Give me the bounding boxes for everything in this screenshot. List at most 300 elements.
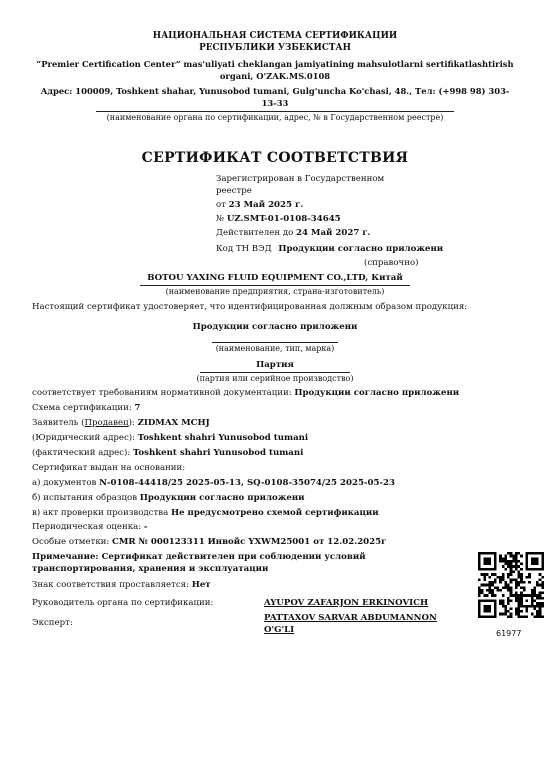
qr-module — [486, 610, 489, 613]
qr-module — [494, 573, 497, 576]
qr-module — [510, 552, 513, 555]
qr-module — [507, 565, 510, 568]
code-label: Код ТН ВЭД — [216, 244, 272, 254]
qr-module — [486, 615, 489, 618]
qr-module — [518, 597, 521, 600]
qr-module — [489, 576, 492, 579]
qr-module — [526, 605, 529, 608]
qr-module — [510, 607, 513, 610]
qr-module — [478, 594, 481, 597]
qr-module — [539, 607, 542, 610]
qr-module — [494, 578, 497, 581]
qr-module — [531, 568, 534, 571]
qr-module — [510, 565, 513, 568]
qr-module — [520, 610, 523, 613]
qr-module — [494, 594, 497, 597]
qr-module — [481, 552, 484, 555]
manufacturer-rule — [140, 285, 410, 286]
qr-module — [478, 563, 481, 566]
qr-module — [533, 605, 536, 608]
qr-module — [523, 615, 526, 618]
qr-module — [483, 584, 486, 587]
qr-module — [496, 589, 499, 592]
head-signature-label: Руководитель органа по сертификации: — [32, 598, 214, 608]
qr-module — [507, 560, 510, 563]
qr-module — [531, 605, 534, 608]
qr-module — [533, 589, 536, 592]
qr-module — [533, 607, 536, 610]
documents-value: N-0108-44418/25 2025-05-13, SQ-0108-35074/25 2025-05-23 — [99, 478, 395, 488]
qr-module — [507, 589, 510, 592]
qr-module — [541, 555, 544, 558]
qr-module — [515, 613, 518, 616]
qr-module — [536, 594, 539, 597]
qr-module — [478, 607, 481, 610]
periodic-value: - — [143, 522, 148, 532]
qr-module — [483, 615, 486, 618]
qr-module — [528, 581, 531, 584]
expert-line-2: O'G'LI — [264, 625, 295, 635]
qr-module — [539, 605, 542, 608]
qr-module — [512, 560, 515, 563]
qr-module — [510, 555, 513, 558]
qr-module — [536, 610, 539, 613]
qr-module — [504, 613, 507, 616]
qr-module — [489, 615, 492, 618]
qr-module — [515, 594, 518, 597]
inspection-label: в) акт проверки производства — [32, 508, 169, 518]
qr-module — [491, 581, 494, 584]
qr-module — [481, 592, 484, 595]
code-note: (справочно) — [364, 258, 419, 268]
conformity-value: Продукции согласно приложени — [294, 388, 460, 398]
special-marks-value: CMR № 000123311 Инвойс YXWM25001 от 12.02.2025г — [112, 537, 387, 547]
qr-module — [526, 563, 529, 566]
qr-module — [536, 605, 539, 608]
qr-module — [515, 557, 518, 560]
header-caption: (наименование органа по сертификации, адрес, № в Государственном реестре) — [106, 113, 444, 122]
qr-module — [531, 597, 534, 600]
qr-module — [483, 607, 486, 610]
qr-module — [481, 568, 484, 571]
qr-module — [502, 576, 505, 579]
qr-module — [523, 586, 526, 589]
qr-module — [531, 557, 534, 560]
qr-module — [491, 592, 494, 595]
qr-module — [494, 565, 497, 568]
qr-module — [504, 610, 507, 613]
qr-module — [502, 560, 505, 563]
qr-module — [483, 578, 486, 581]
qr-module — [541, 563, 544, 566]
registry-line-2: реестре — [216, 186, 252, 196]
tests-label: б) испытания образцов — [32, 493, 138, 503]
qr-module — [481, 600, 484, 603]
qr-module — [504, 555, 507, 558]
qr-module — [499, 578, 502, 581]
actual-address-label: (фактический адрес): — [32, 448, 131, 458]
qr-module — [539, 592, 542, 595]
qr-module — [536, 597, 539, 600]
qr-module — [502, 602, 505, 605]
qr-module — [541, 568, 544, 571]
qr-module — [494, 600, 497, 603]
qr-module — [499, 560, 502, 563]
qr-module — [518, 560, 521, 563]
qr-module — [502, 573, 505, 576]
qr-module — [507, 563, 510, 566]
qr-module — [520, 568, 523, 571]
qr-module — [533, 557, 536, 560]
qr-module — [504, 568, 507, 571]
qr-module — [526, 576, 529, 579]
qr-module — [531, 552, 534, 555]
qr-module — [510, 568, 513, 571]
qr-module — [541, 615, 544, 618]
qr-module — [533, 586, 536, 589]
qr-module — [507, 610, 510, 613]
qr-module — [526, 555, 529, 558]
qr-module — [520, 594, 523, 597]
qr-module — [539, 610, 542, 613]
qr-module — [523, 594, 526, 597]
applicant-value: ZIDMAX MCHJ — [137, 418, 210, 428]
qr-module — [520, 592, 523, 595]
qr-module — [486, 589, 489, 592]
qr-module — [491, 615, 494, 618]
qr-module — [533, 594, 536, 597]
qr-module — [481, 615, 484, 618]
qr-module — [541, 552, 544, 555]
qr-module — [489, 586, 492, 589]
qr-module — [478, 615, 481, 618]
qr-module — [489, 592, 492, 595]
qr-module — [541, 584, 544, 587]
valid-until-value: 24 Май 2027 г. — [295, 228, 371, 238]
applicant-label-pre: Заявитель ( — [32, 418, 85, 428]
qr-module — [494, 552, 497, 555]
periodic-label: Периодическая оценка: — [32, 522, 142, 532]
qr-module — [523, 589, 526, 592]
qr-module — [526, 610, 529, 613]
qr-module — [531, 563, 534, 566]
qr-module — [515, 586, 518, 589]
qr-module — [510, 586, 513, 589]
qr-module — [478, 578, 481, 581]
qr-module — [499, 555, 502, 558]
qr-module — [510, 600, 513, 603]
qr-module — [486, 563, 489, 566]
qr-module — [489, 552, 492, 555]
code-row — [216, 244, 443, 255]
qr-module — [533, 552, 536, 555]
registry-date-value: 23 Май 2025 г. — [228, 200, 304, 210]
header-rule — [96, 111, 454, 112]
qr-module — [518, 615, 521, 618]
qr-module — [518, 584, 521, 587]
periodic-row — [32, 522, 147, 533]
qr-module — [494, 615, 497, 618]
product-caption: (наименование, тип, марка) — [215, 344, 335, 353]
qr-module — [494, 555, 497, 558]
qr-module — [533, 568, 536, 571]
note-line-2: транспортирования, хранения и эксплуатации — [32, 564, 269, 574]
qr-module — [502, 578, 505, 581]
qr-module — [499, 589, 502, 592]
qr-module — [478, 565, 481, 568]
qr-module — [512, 555, 515, 558]
qr-module — [483, 563, 486, 566]
qr-module — [510, 594, 513, 597]
qr-module — [515, 610, 518, 613]
qr-module — [533, 600, 536, 603]
scheme-value: 7 — [134, 403, 141, 413]
qr-module — [520, 597, 523, 600]
address-line-2: 13-33 — [261, 98, 289, 108]
qr-module — [539, 552, 542, 555]
applicant-row — [32, 418, 210, 429]
qr-module — [499, 602, 502, 605]
qr-module — [504, 560, 507, 563]
batch-rule — [200, 372, 350, 373]
qr-module — [526, 615, 529, 618]
qr-module — [536, 602, 539, 605]
qr-module — [533, 563, 536, 566]
qr-module — [481, 589, 484, 592]
qr-module — [515, 607, 518, 610]
inspection-value: Не предусмотрено схемой сертификации — [170, 508, 379, 518]
qr-module — [536, 613, 539, 616]
qr-module — [526, 560, 529, 563]
tests-row — [32, 493, 305, 504]
valid-until-row — [216, 228, 371, 239]
qr-module — [486, 560, 489, 563]
qr-module — [494, 613, 497, 616]
qr-module — [536, 557, 539, 560]
qr-module — [483, 594, 486, 597]
qr-module — [486, 607, 489, 610]
qr-module — [518, 613, 521, 616]
qr-module — [483, 600, 486, 603]
qr-module — [536, 563, 539, 566]
conformity-label: соответствует требованиям нормативной документации: — [32, 388, 292, 398]
special-marks-row — [32, 537, 386, 548]
qr-module — [504, 584, 507, 587]
qr-module — [491, 589, 494, 592]
qr-module — [515, 560, 518, 563]
qr-module — [536, 560, 539, 563]
qr-module — [502, 557, 505, 560]
qr-module — [518, 565, 521, 568]
applicant-role: Продавец — [84, 418, 129, 428]
org-line-2: organi, O'ZAK.MS.0108 — [219, 71, 331, 81]
qr-module — [539, 602, 542, 605]
qr-module — [491, 594, 494, 597]
qr-module — [520, 581, 523, 584]
manufacturer-value: BOTOU YAXING FLUID EQUIPMENT CO.,LTD, Китай — [147, 273, 403, 283]
qr-module — [491, 584, 494, 587]
applicant-label-post: ): — [128, 418, 135, 428]
qr-module — [515, 578, 518, 581]
expert-line-1: PATTAXOV SARVAR ABDUMANNON — [264, 613, 437, 623]
qr-module — [520, 576, 523, 579]
valid-until-label: Действителен до — [216, 228, 294, 238]
qr-module — [507, 615, 510, 618]
qr-module — [494, 610, 497, 613]
qr-module — [510, 563, 513, 566]
qr-number: 61977 — [496, 629, 522, 638]
qr-module — [478, 552, 481, 555]
qr-module — [520, 605, 523, 608]
qr-module — [515, 568, 518, 571]
qr-module — [481, 584, 484, 587]
qr-module — [531, 602, 534, 605]
registry-date-label: от — [216, 200, 226, 210]
qr-module — [483, 576, 486, 579]
qr-module — [526, 557, 529, 560]
qr-module — [494, 602, 497, 605]
qr-module — [510, 589, 513, 592]
conformity-row — [32, 388, 459, 399]
qr-module — [486, 594, 489, 597]
qr-module — [520, 600, 523, 603]
qr-module — [541, 586, 544, 589]
qr-module — [512, 565, 515, 568]
actual-address-row — [32, 448, 303, 459]
qr-module — [512, 578, 515, 581]
qr-module — [528, 576, 531, 579]
qr-module — [502, 565, 505, 568]
qr-module — [494, 560, 497, 563]
manufacturer-caption: (наименование предприятия, страна-изготовитель) — [165, 287, 385, 296]
qr-module — [481, 573, 484, 576]
actual-address-value: Toshkent shahri Yunusobod tumani — [133, 448, 304, 458]
qr-module — [526, 552, 529, 555]
qr-module — [499, 576, 502, 579]
qr-module — [518, 602, 521, 605]
qr-module — [494, 605, 497, 608]
qr-module — [526, 594, 529, 597]
qr-module — [510, 570, 513, 573]
qr-module — [539, 578, 542, 581]
qr-module — [528, 573, 531, 576]
qr-module — [502, 600, 505, 603]
qr-module — [507, 552, 510, 555]
qr-module — [518, 594, 521, 597]
qr-module — [504, 586, 507, 589]
qr-module — [531, 592, 534, 595]
qr-module — [531, 613, 534, 616]
qr-module — [507, 573, 510, 576]
qr-module — [478, 557, 481, 560]
qr-module — [510, 613, 513, 616]
qr-module — [489, 557, 492, 560]
qr-module — [523, 605, 526, 608]
qr-module — [515, 584, 518, 587]
qr-module — [483, 568, 486, 571]
qr-module — [478, 613, 481, 616]
code-value: Продукции согласно приложени — [278, 244, 444, 254]
qr-module — [520, 615, 523, 618]
note-line-1: Примечание: Сертификат действителен при соблюдении условий — [32, 552, 366, 562]
qr-module — [510, 581, 513, 584]
qr-module — [502, 594, 505, 597]
qr-module — [539, 615, 542, 618]
qr-module — [526, 565, 529, 568]
qr-module — [478, 589, 481, 592]
qr-module — [504, 605, 507, 608]
qr-module — [491, 568, 494, 571]
qr-module — [515, 592, 518, 595]
product-value: Продукции согласно приложени — [192, 322, 358, 332]
qr-module — [499, 600, 502, 603]
head-signature-value: AYUPOV ZAFARJON ERKINOVICH — [264, 598, 429, 608]
documents-label: а) документов — [32, 478, 97, 488]
qr-module — [533, 615, 536, 618]
qr-module — [499, 557, 502, 560]
tests-value: Продукции согласно приложени — [139, 493, 305, 503]
inspection-row — [32, 508, 379, 519]
registry-number-value: UZ.SMT-01-0108-34645 — [226, 214, 341, 224]
qr-module — [539, 594, 542, 597]
product-rule — [212, 342, 338, 343]
qr-module — [510, 560, 513, 563]
qr-module — [541, 581, 544, 584]
qr-module — [539, 597, 542, 600]
qr-module — [541, 576, 544, 579]
documents-row — [32, 478, 395, 489]
qr-module — [502, 613, 505, 616]
address-line-1: Адрес: 100009, Toshkent shahar, Yunusobod tumani, Gulg'uncha Ko'chasi, 48., Тел: (+998 98) 303- — [40, 86, 510, 96]
qr-module — [494, 581, 497, 584]
qr-code-icon — [478, 552, 544, 618]
qr-module — [504, 607, 507, 610]
qr-module — [526, 607, 529, 610]
qr-module — [489, 560, 492, 563]
qr-module — [504, 557, 507, 560]
qr-module — [541, 602, 544, 605]
qr-module — [502, 605, 505, 608]
qr-module — [494, 586, 497, 589]
legal-address-value: Toshkent shahri Yunusobod tumani — [137, 433, 309, 443]
qr-module — [541, 605, 544, 608]
qr-module — [510, 615, 513, 618]
qr-module — [494, 557, 497, 560]
qr-module — [486, 557, 489, 560]
qr-module — [518, 573, 521, 576]
qr-module — [539, 573, 542, 576]
qr-module — [478, 568, 481, 571]
qr-module — [489, 563, 492, 566]
qr-module — [512, 557, 515, 560]
qr-module — [478, 592, 481, 595]
qr-module — [478, 560, 481, 563]
qr-module — [486, 584, 489, 587]
qr-module — [507, 602, 510, 605]
qr-module — [520, 563, 523, 566]
qr-module — [510, 578, 513, 581]
qr-module — [541, 557, 544, 560]
qr-module — [528, 605, 531, 608]
qr-module — [528, 568, 531, 571]
qr-module — [520, 573, 523, 576]
special-marks-label: Особые отметки: — [32, 537, 110, 547]
qr-module — [515, 600, 518, 603]
qr-module — [536, 615, 539, 618]
qr-module — [507, 597, 510, 600]
qr-module — [507, 584, 510, 587]
qr-module — [496, 586, 499, 589]
